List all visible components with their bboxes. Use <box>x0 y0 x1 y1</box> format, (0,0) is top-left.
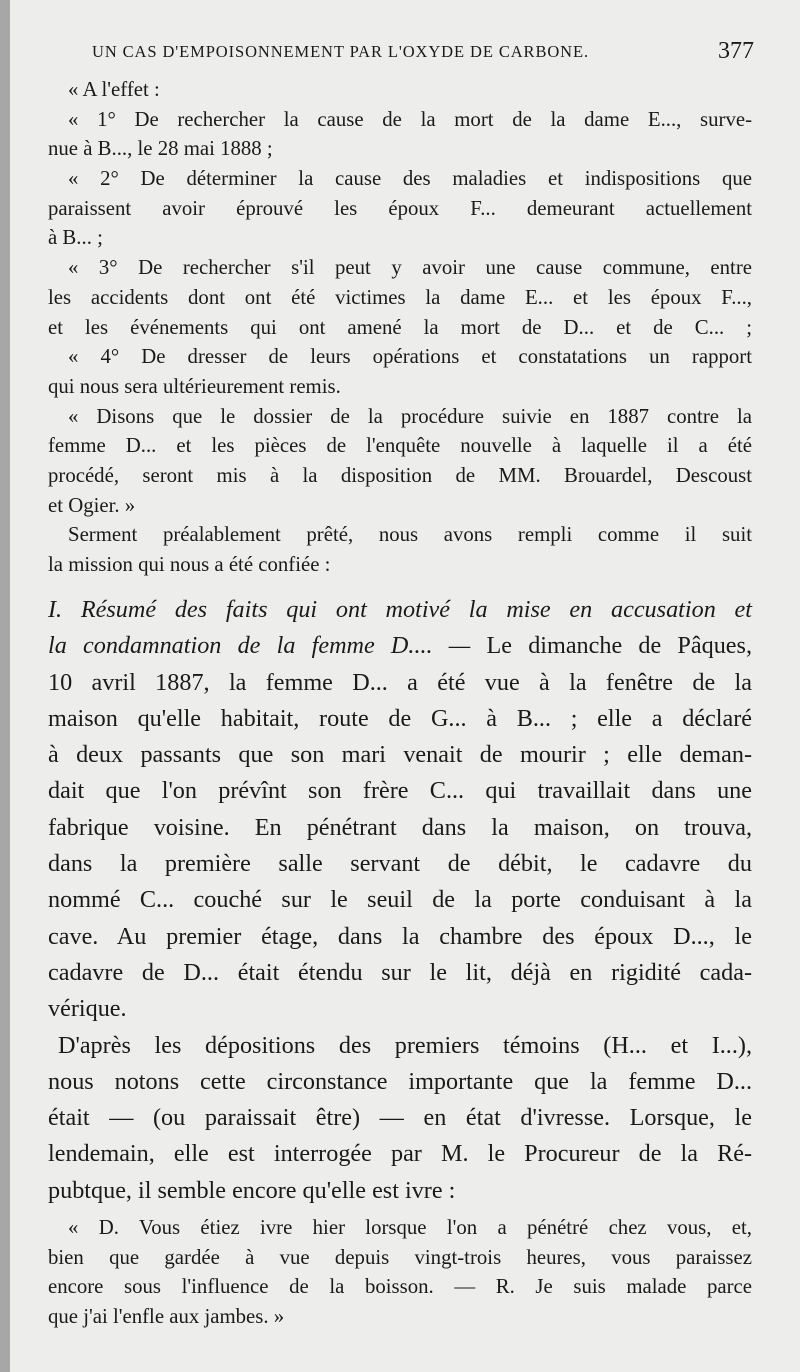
text-line: « Disons que le dossier de la procédure suivie en 1887 contre la <box>68 404 752 428</box>
text-line: les accidents dont ont été victimes la dame E... et les époux F..., <box>48 285 752 309</box>
text-line: Serment préalablement prêté, nous avons rempli comme il suit <box>68 523 752 547</box>
text-line: D'après les dépositions des premiers témoins (H... et I...), <box>58 1031 752 1059</box>
text-line: cave. Au premier étage, dans la chambre des époux D..., le <box>48 922 752 950</box>
text-line: nommé C... couché sur le seuil de la porte conduisant à la <box>48 886 752 914</box>
interrogation-quote <box>48 1213 752 1332</box>
text-line: était — (ou paraissait être) — en état d'ivresse. Lorsque, le <box>48 1104 752 1132</box>
text-line: la mission qui nous a été confiée : <box>48 553 331 576</box>
text-line: qui nous sera ultérieurement remis. <box>48 374 341 398</box>
text-line: dait que l'on prévînt son frère C... qui travaillait dans une <box>48 777 752 805</box>
text-line: procédé, seront mis à la disposition de MM. Brouardel, Descoust <box>48 463 752 487</box>
running-title: UN CAS D'EMPOISONNEMENT PAR L'OXYDE DE CARBONE. <box>92 42 589 61</box>
text-line: fabrique voisine. En pénétrant dans la maison, on trouva, <box>48 813 752 841</box>
text-line: et Ogier. » <box>48 493 136 517</box>
text-line: maison qu'elle habitait, route de G... à B... ; elle a déclaré <box>48 704 752 732</box>
mission-text <box>48 75 752 580</box>
text-line: à deux passants que son mari venait de mourir ; elle deman- <box>48 741 752 769</box>
text-line: vérique. <box>48 995 127 1023</box>
text-line: que j'ai l'enfle aux jambes. » <box>48 1305 285 1329</box>
text-line: « 4° De dresser de leurs opérations et constatations un rapport <box>68 345 752 369</box>
text-line: pubtque, il semble encore qu'elle est ivre : <box>48 1176 456 1204</box>
text-line: cadavre de D... était étendu sur le lit, déjà en rigidité cada- <box>48 958 752 986</box>
page-header <box>82 38 754 68</box>
page-number: 377 <box>718 38 754 64</box>
section-heading-cont: la condamnation de la femme D.... — <box>48 632 471 660</box>
text-line: 10 avril 1887, la femme D... a été vue à la fenêtre de la <box>48 668 752 696</box>
text-line: et les événements qui ont amené la mort de D... et de C... ; <box>48 315 752 339</box>
text-line: nue à B..., le 28 mai 1888 ; <box>48 137 273 161</box>
text-line: bien que gardée à vue depuis vingt-trois heures, vous paraissez <box>48 1245 752 1269</box>
text-line <box>48 628 752 664</box>
page-edge <box>0 0 10 1372</box>
text-fragment: Le dimanche de Pâques, <box>470 632 752 660</box>
text-line: femme D... et les pièces de l'enquête nouvelle à laquelle il a été <box>48 434 752 458</box>
text-line: dans la première salle servant de débit, le cadavre du <box>48 850 752 878</box>
section-summary <box>48 592 752 1209</box>
text-line: « 1° De rechercher la cause de la mort de la dame E..., surve- <box>68 107 752 131</box>
text-line: à B... ; <box>48 226 103 250</box>
text-line: nous notons cette circonstance importante que la femme D... <box>48 1067 752 1095</box>
section-heading: I. Résumé des faits qui ont motivé la mise en accusation et <box>48 596 752 623</box>
text-line: « 3° De rechercher s'il peut y avoir une cause commune, entre <box>68 256 752 280</box>
text-line: paraissent avoir éprouvé les époux F... demeurant actuellement <box>48 196 752 220</box>
text-line: encore sous l'influence de la boisson. — R. Je suis malade parce <box>48 1275 752 1299</box>
text-line: « A l'effet : <box>68 78 160 101</box>
text-line: « D. Vous étiez ivre hier lorsque l'on a pénétré chez vous, et, <box>68 1216 752 1239</box>
text-line: « 2° De déterminer la cause des maladies et indispositions que <box>68 167 752 191</box>
text-line: lendemain, elle est interrogée par M. le Procureur de la Ré- <box>48 1140 752 1168</box>
